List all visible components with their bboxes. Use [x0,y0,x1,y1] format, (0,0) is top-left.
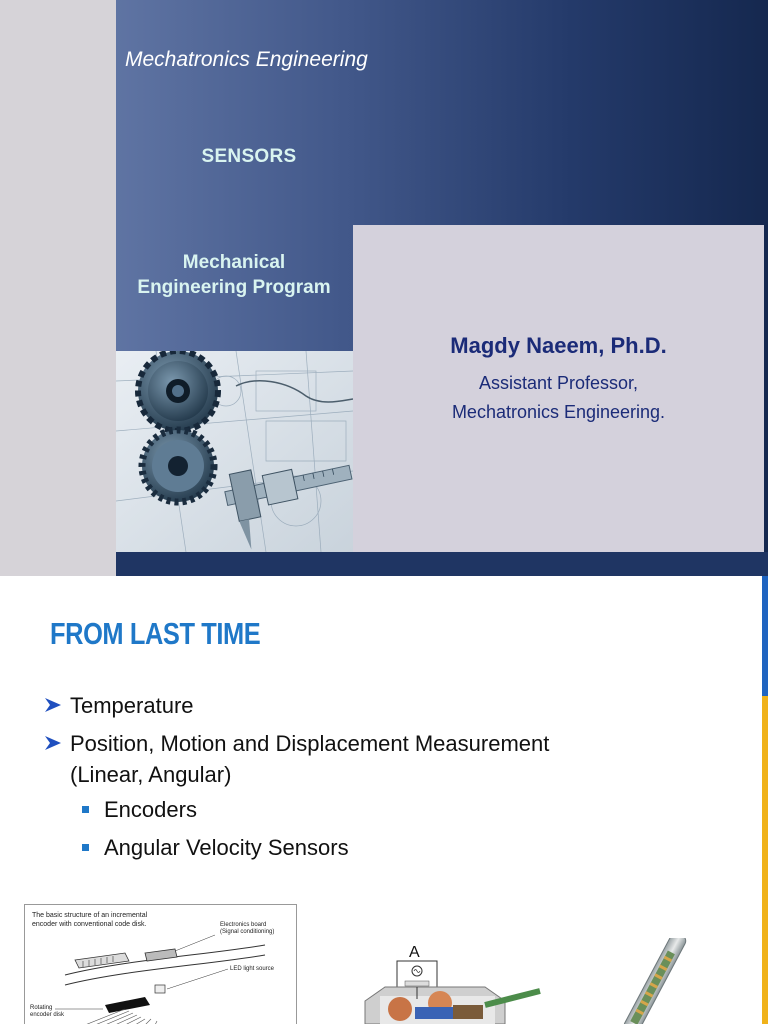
right-accent-bar [762,576,768,1024]
bullet-text: Temperature [70,693,194,718]
disk-label-line-2: encoder disk [30,1012,65,1018]
sub-bullet-text: Angular Velocity Sensors [104,835,349,860]
tachogenerator-drawing [345,941,545,1024]
gears-caliper-image [116,351,353,552]
content-slide [0,576,768,1024]
accent-blue [762,576,768,696]
arrow-bullet-icon [44,734,62,752]
author-card [353,225,764,552]
disk-label-line-1: Rotating [30,1005,53,1011]
slide-heading: FROM LAST TIME [50,616,261,651]
accent-gold [762,696,768,1024]
left-grey-strip [0,0,116,576]
square-bullet-icon [82,806,89,813]
arrow-bullet-icon [44,696,62,714]
course-title: SENSORS [201,146,297,167]
department-line-2: Engineering Program [137,277,331,298]
tachogenerator-figure [345,941,545,1024]
caption-line-1: The basic structure of an incremental [32,912,148,919]
author-name: Magdy Naeem, Ph.D. [450,333,667,358]
encoder-diagram [24,904,297,1024]
board-label-line-1: Electronics board [220,922,267,928]
board-label-line-2: (Signal conditioning) [220,929,275,935]
author-title-line-1: Assistant Professor, [478,373,639,393]
bottom-band [116,552,768,576]
ammeter-label: A [409,944,420,961]
encoder-drawing [25,905,296,1024]
bullet-text: Position, Motion and Displacement Measurement [70,731,550,756]
department-name [116,250,352,300]
department-line-1: Mechanical [182,252,286,273]
program-name: Mechatronics Engineering [125,48,368,71]
author-title-line-2: Mechatronics Engineering. [451,402,666,422]
probe-sensor-image [610,938,700,1024]
bullet-text-continued: (Linear, Angular) [70,762,232,787]
sub-bullet-text: Encoders [104,797,197,822]
square-bullet-icon [82,844,89,851]
caption-line-2: encoder with conventional code disk. [32,921,147,928]
led-label: LED light source [230,966,275,972]
